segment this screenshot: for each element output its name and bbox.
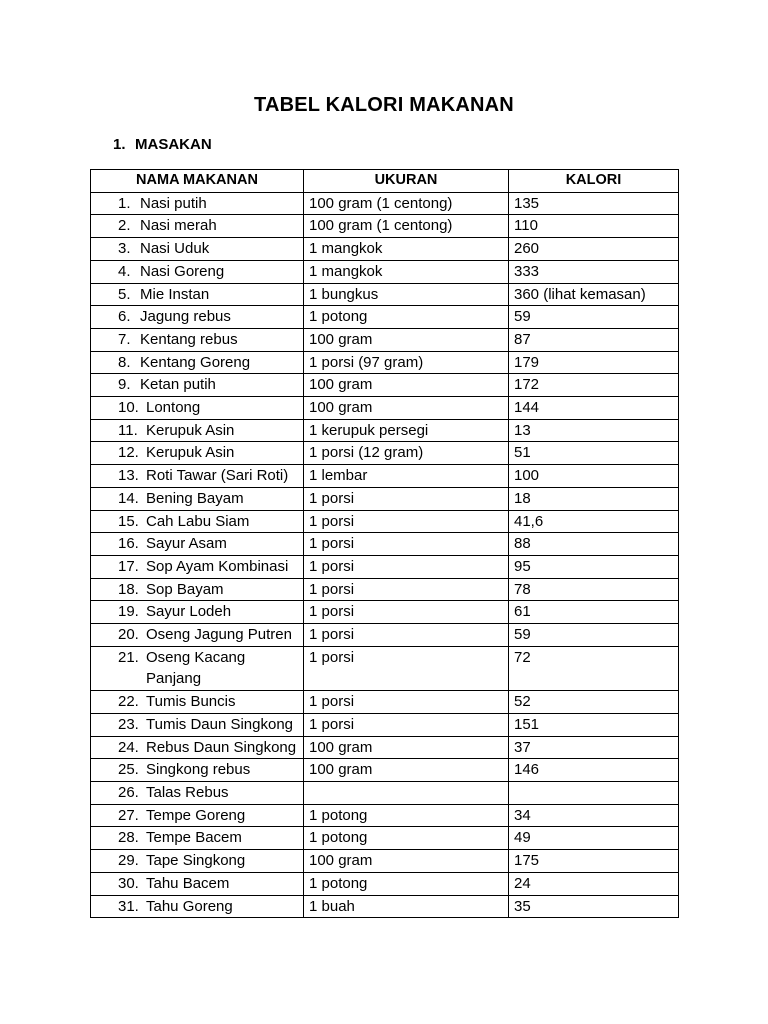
table-row <box>91 215 679 238</box>
table-row <box>91 328 679 351</box>
food-name-cell <box>91 555 304 578</box>
size-cell: 100 gram <box>304 759 509 782</box>
size-cell: 1 porsi <box>304 555 509 578</box>
table-row <box>91 850 679 873</box>
table-row <box>91 465 679 488</box>
food-name-cell <box>91 442 304 465</box>
table-row <box>91 713 679 736</box>
size-cell: 100 gram (1 centong) <box>304 215 509 238</box>
food-name-cell <box>91 328 304 351</box>
table-row <box>91 895 679 918</box>
row-number: 15. <box>118 512 139 530</box>
table-row <box>91 691 679 714</box>
calorie-cell: 175 <box>509 850 679 873</box>
calorie-cell: 34 <box>509 804 679 827</box>
row-number: 29. <box>118 852 139 870</box>
food-name: Kentang rebus <box>140 330 238 348</box>
food-name: Jagung rebus <box>140 308 231 326</box>
food-name-cell <box>91 624 304 647</box>
food-name-cell <box>91 827 304 850</box>
row-number: 16. <box>118 535 139 553</box>
food-name-cell <box>91 419 304 442</box>
calorie-cell <box>509 781 679 804</box>
calorie-cell: 24 <box>509 872 679 895</box>
row-number: 6. <box>118 308 131 326</box>
table-row <box>91 872 679 895</box>
calorie-cell: 61 <box>509 601 679 624</box>
row-number: 1. <box>118 194 131 212</box>
size-cell: 1 porsi <box>304 713 509 736</box>
calorie-cell: 78 <box>509 578 679 601</box>
table-row <box>91 260 679 283</box>
food-name: Tumis Daun Singkong <box>146 715 294 733</box>
size-cell: 1 buah <box>304 895 509 918</box>
size-cell: 100 gram <box>304 328 509 351</box>
header-nama-makanan: NAMA MAKANAN <box>91 170 304 193</box>
calorie-cell: 144 <box>509 397 679 420</box>
size-cell: 1 bungkus <box>304 283 509 306</box>
table-row <box>91 601 679 624</box>
food-name-cell <box>91 351 304 374</box>
row-number: 22. <box>118 693 139 711</box>
calorie-cell: 260 <box>509 238 679 261</box>
row-number: 11. <box>118 421 138 439</box>
food-name: Kentang Goreng <box>140 353 251 371</box>
food-name-cell <box>91 465 304 488</box>
row-number: 24. <box>118 738 139 756</box>
size-cell: 100 gram <box>304 374 509 397</box>
table-row <box>91 578 679 601</box>
food-name: Roti Tawar (Sari Roti) <box>146 467 289 485</box>
row-number: 3. <box>118 240 131 258</box>
section-heading <box>113 136 212 153</box>
size-cell: 1 porsi <box>304 578 509 601</box>
table-row <box>91 533 679 556</box>
food-name: Sop Ayam Kombinasi <box>146 557 289 575</box>
calorie-cell: 37 <box>509 736 679 759</box>
food-name: Singkong rebus <box>146 761 251 779</box>
food-name: Tempe Goreng <box>146 806 246 824</box>
food-name-cell <box>91 759 304 782</box>
food-name: Ketan putih <box>140 376 216 394</box>
calorie-cell: 18 <box>509 487 679 510</box>
food-name-cell <box>91 260 304 283</box>
size-cell: 1 kerupuk persegi <box>304 419 509 442</box>
calorie-cell: 135 <box>509 192 679 215</box>
food-name: Kerupuk Asin <box>146 444 235 462</box>
calorie-cell: 100 <box>509 465 679 488</box>
table-row <box>91 510 679 533</box>
size-cell: 1 potong <box>304 306 509 329</box>
food-name-cell <box>91 510 304 533</box>
row-number: 9. <box>118 376 131 394</box>
size-cell: 1 porsi <box>304 691 509 714</box>
food-name: Nasi Goreng <box>140 262 225 280</box>
food-name-cell <box>91 850 304 873</box>
food-name-cell <box>91 533 304 556</box>
calorie-cell: 52 <box>509 691 679 714</box>
size-cell: 1 potong <box>304 827 509 850</box>
table-row <box>91 442 679 465</box>
size-cell: 1 potong <box>304 872 509 895</box>
food-name-cell <box>91 283 304 306</box>
food-name-cell <box>91 872 304 895</box>
food-name-cell <box>91 374 304 397</box>
food-name: Tahu Goreng <box>146 897 233 915</box>
table-header-row <box>91 170 679 193</box>
header-ukuran: UKURAN <box>304 170 509 193</box>
calorie-cell: 172 <box>509 374 679 397</box>
calorie-cell: 95 <box>509 555 679 578</box>
table-row <box>91 624 679 647</box>
food-name: Nasi merah <box>140 217 217 235</box>
row-number: 31. <box>118 897 139 915</box>
row-number: 10. <box>118 399 139 417</box>
row-number: 28. <box>118 829 139 847</box>
food-name-cell <box>91 578 304 601</box>
table-row <box>91 419 679 442</box>
row-number: 2. <box>118 217 131 235</box>
table-row <box>91 283 679 306</box>
calorie-cell: 110 <box>509 215 679 238</box>
row-number: 17. <box>118 557 139 575</box>
size-cell: 1 porsi <box>304 601 509 624</box>
table-row <box>91 374 679 397</box>
food-name: Sayur Asam <box>146 535 227 553</box>
size-cell: 1 mangkok <box>304 260 509 283</box>
food-name: Nasi Uduk <box>140 240 210 258</box>
food-name: Cah Labu Siam <box>146 512 250 530</box>
size-cell: 100 gram <box>304 850 509 873</box>
table-row <box>91 487 679 510</box>
size-cell: 1 porsi <box>304 533 509 556</box>
row-number: 8. <box>118 353 131 371</box>
food-name: Rebus Daun Singkong <box>146 738 297 756</box>
food-name-cell <box>91 713 304 736</box>
food-name-cell <box>91 192 304 215</box>
calorie-cell: 333 <box>509 260 679 283</box>
row-number: 27. <box>118 806 139 824</box>
food-name: Tahu Bacem <box>146 874 230 892</box>
food-name-cell <box>91 691 304 714</box>
food-name: Sop Bayam <box>146 580 224 598</box>
food-name-cell <box>91 238 304 261</box>
calorie-cell: 88 <box>509 533 679 556</box>
page-title: TABEL KALORI MAKANAN <box>254 94 514 116</box>
food-name-cell <box>91 781 304 804</box>
food-name: Bening Bayam <box>146 489 244 507</box>
calorie-cell: 35 <box>509 895 679 918</box>
calorie-cell: 72 <box>509 646 679 690</box>
food-name: Lontong <box>146 399 201 417</box>
header-kalori: KALORI <box>509 170 679 193</box>
row-number: 12. <box>118 444 139 462</box>
row-number: 20. <box>118 626 139 644</box>
calorie-cell: 41,6 <box>509 510 679 533</box>
food-name-cell <box>91 736 304 759</box>
size-cell: 1 porsi (12 gram) <box>304 442 509 465</box>
size-cell: 1 porsi <box>304 624 509 647</box>
size-cell: 1 lembar <box>304 465 509 488</box>
table-row <box>91 827 679 850</box>
table-row <box>91 192 679 215</box>
food-name-cell <box>91 646 304 690</box>
size-cell: 1 porsi <box>304 646 509 690</box>
calorie-table <box>90 169 679 918</box>
calorie-cell: 51 <box>509 442 679 465</box>
size-cell: 100 gram (1 centong) <box>304 192 509 215</box>
row-number: 7. <box>118 330 131 348</box>
section-label: MASAKAN <box>135 136 212 153</box>
food-name: Tape Singkong <box>146 852 246 870</box>
size-cell: 100 gram <box>304 397 509 420</box>
size-cell: 1 mangkok <box>304 238 509 261</box>
calorie-cell: 59 <box>509 624 679 647</box>
size-cell: 1 porsi (97 gram) <box>304 351 509 374</box>
table-row <box>91 781 679 804</box>
food-name: Kerupuk Asin <box>146 421 235 439</box>
calorie-cell: 360 (lihat kemasan) <box>509 283 679 306</box>
table-row <box>91 736 679 759</box>
table-row <box>91 238 679 261</box>
calorie-cell: 151 <box>509 713 679 736</box>
food-name-cell <box>91 215 304 238</box>
food-name: Sayur Lodeh <box>146 603 232 621</box>
calorie-cell: 59 <box>509 306 679 329</box>
calorie-cell: 13 <box>509 419 679 442</box>
row-number: 23. <box>118 715 139 733</box>
row-number: 18. <box>118 580 139 598</box>
table-row <box>91 555 679 578</box>
size-cell: 1 porsi <box>304 487 509 510</box>
row-number: 26. <box>118 783 139 801</box>
calorie-cell: 87 <box>509 328 679 351</box>
food-name-cell <box>91 601 304 624</box>
food-name-cell <box>91 397 304 420</box>
table-row <box>91 759 679 782</box>
food-name: Tempe Bacem <box>146 829 242 847</box>
table-row <box>91 306 679 329</box>
row-number: 5. <box>118 285 131 303</box>
food-name-cell <box>91 487 304 510</box>
size-cell: 100 gram <box>304 736 509 759</box>
row-number: 13. <box>118 467 139 485</box>
food-name: Nasi putih <box>140 194 207 212</box>
food-name: Tumis Buncis <box>146 693 236 711</box>
table-row <box>91 397 679 420</box>
food-name: Talas Rebus <box>146 783 229 801</box>
food-name-cell <box>91 306 304 329</box>
row-number: 14. <box>118 489 139 507</box>
row-number: 4. <box>118 262 131 280</box>
food-name-cell <box>91 895 304 918</box>
calorie-cell: 179 <box>509 351 679 374</box>
table-row <box>91 351 679 374</box>
food-name-cell <box>91 804 304 827</box>
row-number: 21. <box>118 648 139 666</box>
row-number: 25. <box>118 761 139 779</box>
row-number: 19. <box>118 603 139 621</box>
food-name: Oseng Kacang Panjang <box>146 648 246 688</box>
table-row <box>91 646 679 690</box>
row-number: 30. <box>118 874 139 892</box>
calorie-cell: 146 <box>509 759 679 782</box>
size-cell: 1 porsi <box>304 510 509 533</box>
size-cell <box>304 781 509 804</box>
calorie-cell: 49 <box>509 827 679 850</box>
table-body <box>91 192 679 918</box>
size-cell: 1 potong <box>304 804 509 827</box>
food-name: Oseng Jagung Putren <box>146 626 292 644</box>
section-number: 1. <box>113 136 126 153</box>
table-row <box>91 804 679 827</box>
food-name: Mie Instan <box>140 285 210 303</box>
